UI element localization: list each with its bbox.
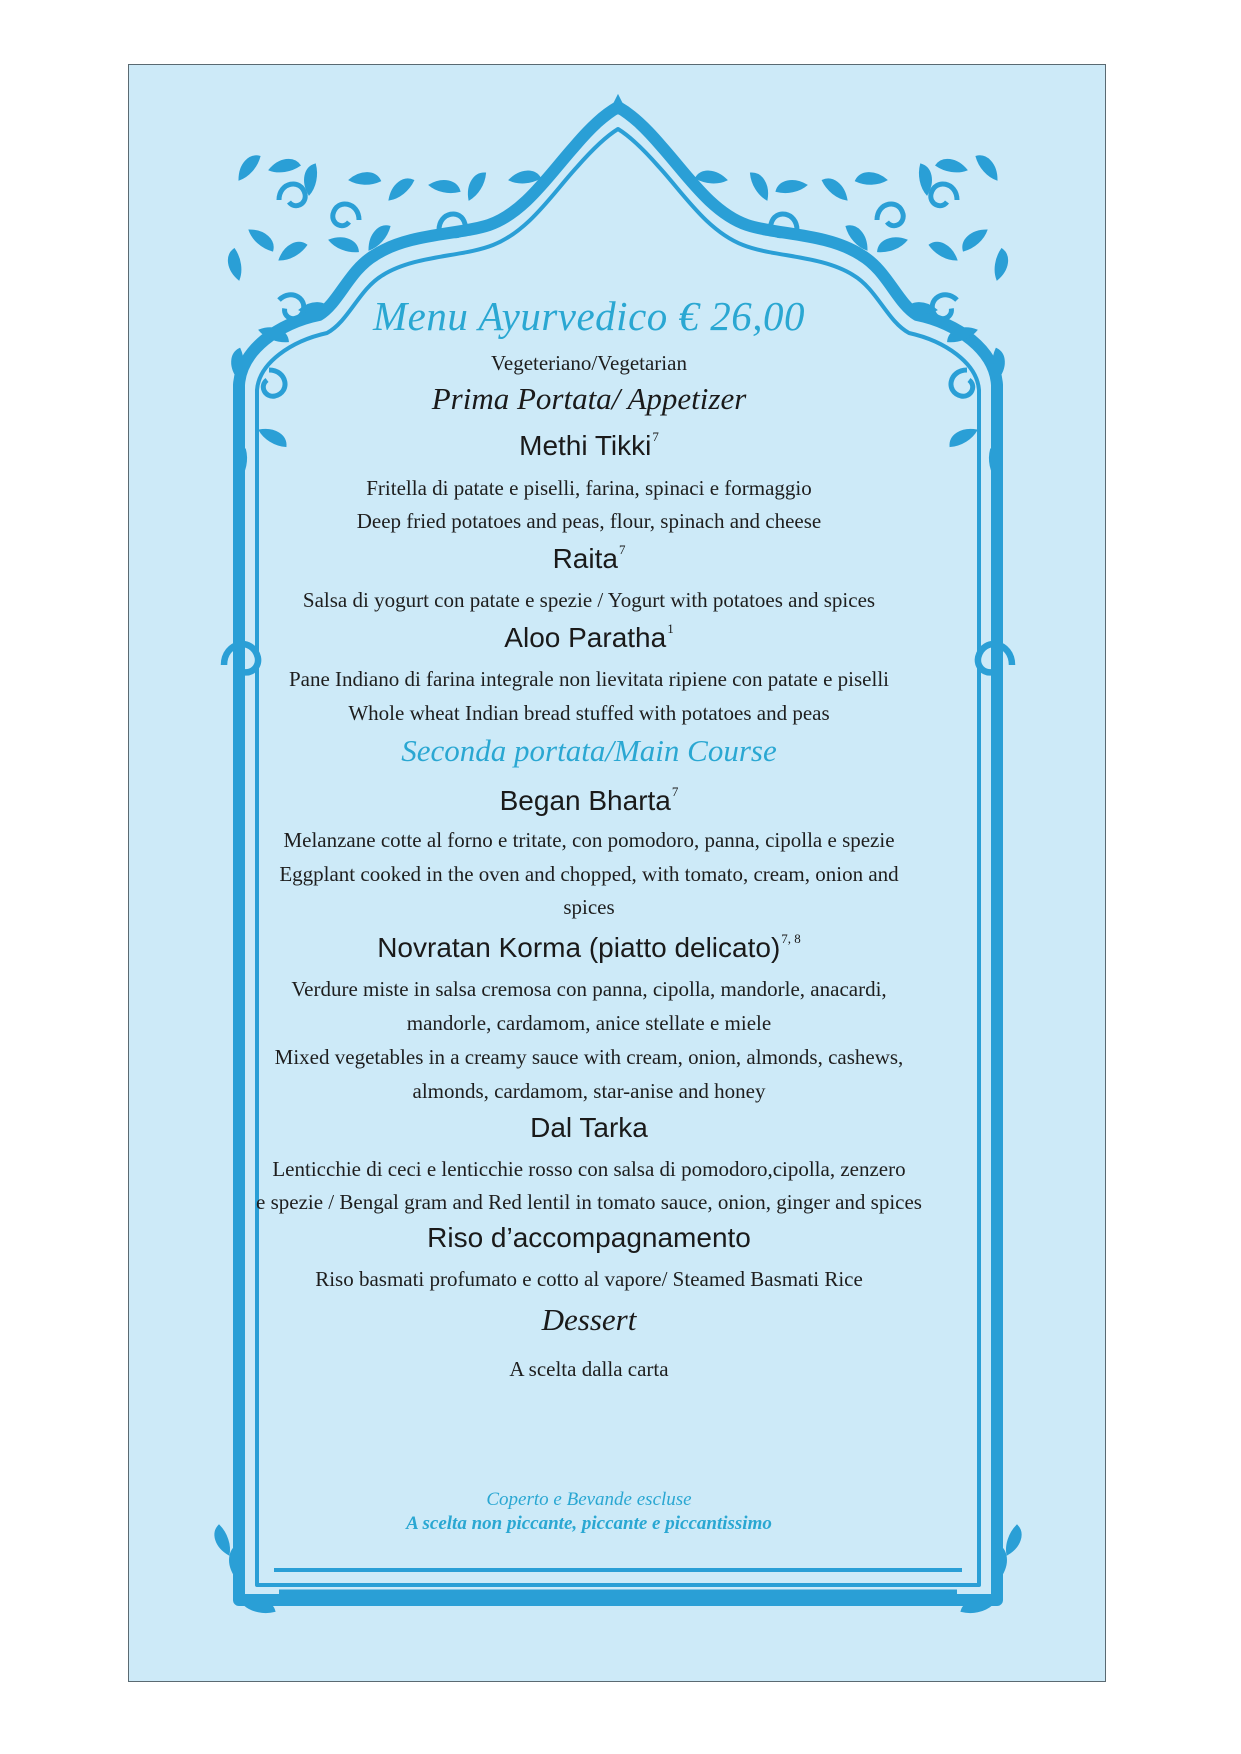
footer-spice-note: A scelta non piccante, piccante e piccantissimo: [406, 1513, 772, 1534]
dish-description: Eggplant cooked in the oven and chopped, with tomato, cream, onion and: [279, 862, 899, 886]
dish-title: Novratan Korma (piatto delicato)$^{7, 8}$: [377, 931, 801, 963]
menu-page: [128, 64, 1106, 1682]
dish-description: Melanzane cotte al forno e tritate, con pomodoro, panna, cipolla e spezie: [283, 828, 895, 852]
dish-title: Raita$^7$: [552, 542, 626, 574]
dish-description: Lenticchie di ceci e lenticchie rosso con salsa di pomodoro,cipolla, zenzero: [272, 1157, 906, 1181]
dish-description: e spezie / Bengal gram and Red lentil in tomato sauce, onion, ginger and spices: [256, 1190, 922, 1214]
dish-title: Aloo Paratha$^1$: [504, 621, 674, 653]
course-heading-dessert: Dessert: [541, 1302, 637, 1337]
dish-description: Fritella di patate e piselli, farina, spinaci e formaggio: [366, 476, 812, 500]
footer-note: Coperto e Bevande escluse: [486, 1489, 692, 1510]
dish-description: mandorle, cardamom, anice stellate e miele: [406, 1011, 772, 1035]
dish-description: Pane Indiano di farina integrale non lievitata ripiene con patate e piselli: [288, 667, 890, 691]
dish-description: Riso basmati profumato e cotto al vapore/ Steamed Basmati Rice: [315, 1267, 863, 1291]
dish-title: Riso d’accompagnamento: [427, 1222, 751, 1253]
menu-title: Menu Ayurvedico € 26,00: [372, 293, 806, 339]
dish-description: Deep fried potatoes and peas, flour, spinach and cheese: [356, 509, 822, 533]
course-heading-main: Seconda portata/Main Course: [401, 733, 777, 768]
dish-description: spices: [563, 895, 615, 919]
dish-description: Mixed vegetables in a creamy sauce with cream, onion, almonds, cashews,: [274, 1045, 904, 1069]
dish-description: almonds, cardamom, star-anise and honey: [412, 1079, 766, 1103]
dish-description: Verdure miste in salsa cremosa con panna, cipolla, mandorle, anacardi,: [291, 977, 887, 1001]
course-heading-appetizer: Prima Portata/ Appetizer: [431, 381, 747, 416]
dish-title: Dal Tarka: [530, 1112, 648, 1143]
dish-title: Began Bharta$^7$: [499, 784, 679, 816]
dessert-description: A scelta dalla carta: [509, 1357, 669, 1381]
dish-title: Methi Tikki$^7$: [519, 429, 659, 461]
menu-subtitle: Vegeteriano/Vegetarian: [491, 351, 687, 375]
dish-description: Salsa di yogurt con patate e spezie / Yogurt with potatoes and spices: [302, 588, 876, 612]
dish-description: Whole wheat Indian bread stuffed with potatoes and peas: [348, 701, 830, 725]
